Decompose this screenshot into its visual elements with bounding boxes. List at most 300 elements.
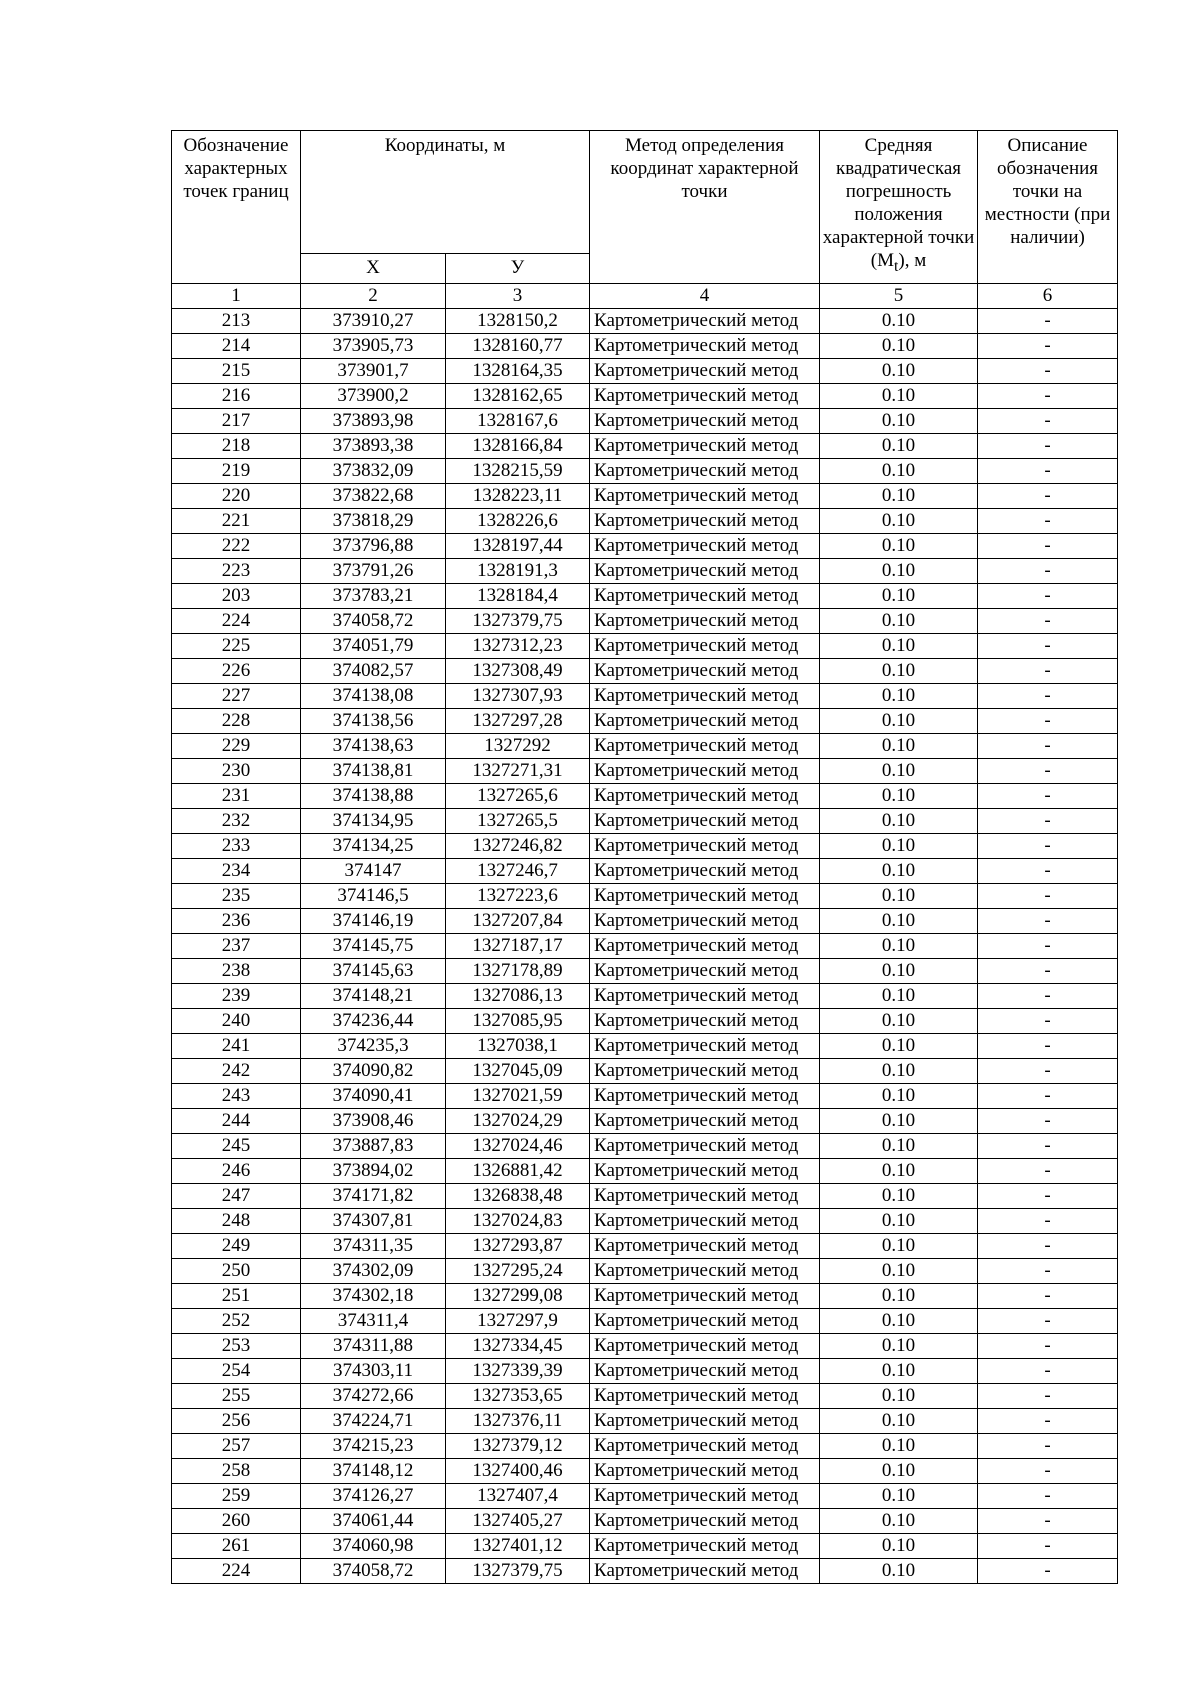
method-cell: Картометрический метод [590, 884, 820, 909]
table-row [172, 1559, 1118, 1584]
error-cell: 0.10 [820, 1059, 978, 1084]
x-coordinate-cell: 374090,41 [301, 1084, 446, 1109]
point-id-cell: 216 [172, 384, 301, 409]
description-cell: - [978, 859, 1118, 884]
point-id-cell: 236 [172, 909, 301, 934]
table-row [172, 1509, 1118, 1534]
description-cell: - [978, 584, 1118, 609]
table-row [172, 634, 1118, 659]
method-cell: Картометрический метод [590, 784, 820, 809]
point-id-cell: 245 [172, 1134, 301, 1159]
x-coordinate-cell: 373818,29 [301, 509, 446, 534]
y-coordinate-cell: 1327379,75 [446, 1559, 590, 1584]
header-error-text: Средняя квадратическая погрешность положения характерной точки (M [822, 135, 975, 271]
error-cell: 0.10 [820, 1534, 978, 1559]
y-coordinate-cell: 1327334,45 [446, 1334, 590, 1359]
method-cell: Картометрический метод [590, 709, 820, 734]
x-coordinate-cell: 374134,25 [301, 834, 446, 859]
method-cell: Картометрический метод [590, 1059, 820, 1084]
error-cell: 0.10 [820, 409, 978, 434]
x-coordinate-cell: 373908,46 [301, 1109, 446, 1134]
method-cell: Картометрический метод [590, 1259, 820, 1284]
point-id-cell: 225 [172, 634, 301, 659]
point-id-cell: 237 [172, 934, 301, 959]
error-cell: 0.10 [820, 1359, 978, 1384]
error-cell: 0.10 [820, 809, 978, 834]
table-row [172, 709, 1118, 734]
point-id-cell: 253 [172, 1334, 301, 1359]
description-cell: - [978, 1309, 1118, 1334]
y-coordinate-cell: 1327297,9 [446, 1309, 590, 1334]
x-coordinate-cell: 373894,02 [301, 1159, 446, 1184]
y-coordinate-cell: 1327400,46 [446, 1459, 590, 1484]
x-coordinate-cell: 374126,27 [301, 1484, 446, 1509]
point-id-cell: 217 [172, 409, 301, 434]
method-cell: Картометрический метод [590, 834, 820, 859]
table-row [172, 509, 1118, 534]
point-id-cell: 229 [172, 734, 301, 759]
method-cell: Картометрический метод [590, 359, 820, 384]
table-row [172, 1484, 1118, 1509]
x-coordinate-cell: 373822,68 [301, 484, 446, 509]
description-cell: - [978, 1134, 1118, 1159]
description-cell: - [978, 834, 1118, 859]
table-row [172, 759, 1118, 784]
point-id-cell: 247 [172, 1184, 301, 1209]
y-coordinate-cell: 1328167,6 [446, 409, 590, 434]
description-cell: - [978, 909, 1118, 934]
description-cell: - [978, 984, 1118, 1009]
point-id-cell: 251 [172, 1284, 301, 1309]
y-coordinate-cell: 1327339,39 [446, 1359, 590, 1384]
description-cell: - [978, 334, 1118, 359]
point-id-cell: 255 [172, 1384, 301, 1409]
method-cell: Картометрический метод [590, 1234, 820, 1259]
point-id-cell: 244 [172, 1109, 301, 1134]
x-coordinate-cell: 374145,75 [301, 934, 446, 959]
y-coordinate-cell: 1328162,65 [446, 384, 590, 409]
error-cell: 0.10 [820, 1309, 978, 1334]
y-coordinate-cell: 1327246,7 [446, 859, 590, 884]
y-coordinate-cell: 1327085,95 [446, 1009, 590, 1034]
error-cell: 0.10 [820, 1334, 978, 1359]
description-cell: - [978, 1009, 1118, 1034]
method-cell: Картометрический метод [590, 1109, 820, 1134]
point-id-cell: 248 [172, 1209, 301, 1234]
point-id-cell: 221 [172, 509, 301, 534]
description-cell: - [978, 509, 1118, 534]
y-coordinate-cell: 1327401,12 [446, 1534, 590, 1559]
method-cell: Картометрический метод [590, 1459, 820, 1484]
method-cell: Картометрический метод [590, 1534, 820, 1559]
point-id-cell: 224 [172, 609, 301, 634]
description-cell: - [978, 1534, 1118, 1559]
y-coordinate-cell: 1327086,13 [446, 984, 590, 1009]
point-id-cell: 220 [172, 484, 301, 509]
x-coordinate-cell: 374311,88 [301, 1334, 446, 1359]
error-cell: 0.10 [820, 1284, 978, 1309]
table-row [172, 659, 1118, 684]
x-coordinate-cell: 374148,12 [301, 1459, 446, 1484]
point-id-cell: 260 [172, 1509, 301, 1534]
header-y: У [446, 254, 590, 284]
table-row [172, 1434, 1118, 1459]
error-cell: 0.10 [820, 609, 978, 634]
table-header [172, 131, 1118, 309]
error-cell: 0.10 [820, 1109, 978, 1134]
method-cell: Картометрический метод [590, 409, 820, 434]
column-numbers-row [172, 284, 1118, 309]
y-coordinate-cell: 1327299,08 [446, 1284, 590, 1309]
y-coordinate-cell: 1328215,59 [446, 459, 590, 484]
x-coordinate-cell: 374058,72 [301, 609, 446, 634]
y-coordinate-cell: 1328226,6 [446, 509, 590, 534]
table-row [172, 1084, 1118, 1109]
description-cell: - [978, 884, 1118, 909]
x-coordinate-cell: 374171,82 [301, 1184, 446, 1209]
method-cell: Картометрический метод [590, 334, 820, 359]
error-cell: 0.10 [820, 559, 978, 584]
table-row [172, 1159, 1118, 1184]
table-row [172, 559, 1118, 584]
method-cell: Картометрический метод [590, 1034, 820, 1059]
x-coordinate-cell: 374138,88 [301, 784, 446, 809]
x-coordinate-cell: 373901,7 [301, 359, 446, 384]
description-cell: - [978, 309, 1118, 334]
error-cell: 0.10 [820, 659, 978, 684]
x-coordinate-cell: 373910,27 [301, 309, 446, 334]
header-error-unit: ), м [898, 250, 927, 271]
table-row [172, 334, 1118, 359]
method-cell: Картометрический метод [590, 1384, 820, 1409]
error-cell: 0.10 [820, 1134, 978, 1159]
method-cell: Картометрический метод [590, 934, 820, 959]
y-coordinate-cell: 1327353,65 [446, 1384, 590, 1409]
error-cell: 0.10 [820, 934, 978, 959]
table-row [172, 1009, 1118, 1034]
error-cell: 0.10 [820, 1409, 978, 1434]
description-cell: - [978, 734, 1118, 759]
table-row [172, 609, 1118, 634]
description-cell: - [978, 1284, 1118, 1309]
y-coordinate-cell: 1327293,87 [446, 1234, 590, 1259]
error-cell: 0.10 [820, 1559, 978, 1584]
table-row [172, 934, 1118, 959]
description-cell: - [978, 634, 1118, 659]
point-id-cell: 259 [172, 1484, 301, 1509]
point-id-cell: 249 [172, 1234, 301, 1259]
method-cell: Картометрический метод [590, 959, 820, 984]
table-row [172, 1134, 1118, 1159]
point-id-cell: 252 [172, 1309, 301, 1334]
x-coordinate-cell: 374051,79 [301, 634, 446, 659]
x-coordinate-cell: 374272,66 [301, 1384, 446, 1409]
y-coordinate-cell: 1328164,35 [446, 359, 590, 384]
x-coordinate-cell: 374224,71 [301, 1409, 446, 1434]
method-cell: Картометрический метод [590, 1284, 820, 1309]
y-coordinate-cell: 1327297,28 [446, 709, 590, 734]
description-cell: - [978, 409, 1118, 434]
x-coordinate-cell: 374061,44 [301, 1509, 446, 1534]
y-coordinate-cell: 1327024,29 [446, 1109, 590, 1134]
method-cell: Картометрический метод [590, 1359, 820, 1384]
description-cell: - [978, 959, 1118, 984]
x-coordinate-cell: 374215,23 [301, 1434, 446, 1459]
method-cell: Картометрический метод [590, 984, 820, 1009]
x-coordinate-cell: 374235,3 [301, 1034, 446, 1059]
table-row [172, 1409, 1118, 1434]
description-cell: - [978, 1359, 1118, 1384]
method-cell: Картометрический метод [590, 1009, 820, 1034]
column-number: 1 [172, 284, 301, 309]
header-row [172, 131, 1118, 254]
point-id-cell: 230 [172, 759, 301, 784]
method-cell: Картометрический метод [590, 1184, 820, 1209]
x-coordinate-cell: 374058,72 [301, 1559, 446, 1584]
description-cell: - [978, 1334, 1118, 1359]
error-cell: 0.10 [820, 859, 978, 884]
method-cell: Картометрический метод [590, 909, 820, 934]
method-cell: Картометрический метод [590, 434, 820, 459]
description-cell: - [978, 1234, 1118, 1259]
method-cell: Картометрический метод [590, 1509, 820, 1534]
method-cell: Картометрический метод [590, 1484, 820, 1509]
table-row [172, 984, 1118, 1009]
y-coordinate-cell: 1327265,6 [446, 784, 590, 809]
header-designation: Обозначение характерных точек границ [172, 131, 301, 284]
y-coordinate-cell: 1327246,82 [446, 834, 590, 859]
table-body [172, 309, 1118, 1584]
y-coordinate-cell: 1326881,42 [446, 1159, 590, 1184]
point-id-cell: 226 [172, 659, 301, 684]
column-number: 5 [820, 284, 978, 309]
y-coordinate-cell: 1327207,84 [446, 909, 590, 934]
error-cell: 0.10 [820, 634, 978, 659]
point-id-cell: 256 [172, 1409, 301, 1434]
x-coordinate-cell: 374138,81 [301, 759, 446, 784]
method-cell: Картометрический метод [590, 584, 820, 609]
method-cell: Картометрический метод [590, 534, 820, 559]
method-cell: Картометрический метод [590, 1134, 820, 1159]
description-cell: - [978, 1409, 1118, 1434]
y-coordinate-cell: 1327292 [446, 734, 590, 759]
table-row [172, 309, 1118, 334]
table-row [172, 1384, 1118, 1409]
y-coordinate-cell: 1327223,6 [446, 884, 590, 909]
column-number: 2 [301, 284, 446, 309]
description-cell: - [978, 1559, 1118, 1584]
y-coordinate-cell: 1327376,11 [446, 1409, 590, 1434]
table-row [172, 409, 1118, 434]
error-cell: 0.10 [820, 1184, 978, 1209]
error-cell: 0.10 [820, 459, 978, 484]
table-row [172, 784, 1118, 809]
error-cell: 0.10 [820, 984, 978, 1009]
table-row [172, 434, 1118, 459]
point-id-cell: 232 [172, 809, 301, 834]
description-cell: - [978, 559, 1118, 584]
y-coordinate-cell: 1327407,4 [446, 1484, 590, 1509]
table-row [172, 384, 1118, 409]
description-cell: - [978, 934, 1118, 959]
y-coordinate-cell: 1327187,17 [446, 934, 590, 959]
description-cell: - [978, 1259, 1118, 1284]
y-coordinate-cell: 1328197,44 [446, 534, 590, 559]
table-row [172, 734, 1118, 759]
error-cell: 0.10 [820, 509, 978, 534]
point-id-cell: 238 [172, 959, 301, 984]
y-coordinate-cell: 1328150,2 [446, 309, 590, 334]
description-cell: - [978, 1159, 1118, 1184]
y-coordinate-cell: 1328184,4 [446, 584, 590, 609]
description-cell: - [978, 1059, 1118, 1084]
point-id-cell: 261 [172, 1534, 301, 1559]
error-cell: 0.10 [820, 1009, 978, 1034]
y-coordinate-cell: 1327045,09 [446, 1059, 590, 1084]
point-id-cell: 239 [172, 984, 301, 1009]
table-row [172, 1359, 1118, 1384]
error-cell: 0.10 [820, 684, 978, 709]
description-cell: - [978, 684, 1118, 709]
error-cell: 0.10 [820, 434, 978, 459]
method-cell: Картометрический метод [590, 1309, 820, 1334]
y-coordinate-cell: 1327024,46 [446, 1134, 590, 1159]
method-cell: Картометрический метод [590, 384, 820, 409]
method-cell: Картометрический метод [590, 1334, 820, 1359]
y-coordinate-cell: 1327024,83 [446, 1209, 590, 1234]
description-cell: - [978, 434, 1118, 459]
error-cell: 0.10 [820, 359, 978, 384]
x-coordinate-cell: 374090,82 [301, 1059, 446, 1084]
method-cell: Картометрический метод [590, 509, 820, 534]
point-id-cell: 203 [172, 584, 301, 609]
point-id-cell: 241 [172, 1034, 301, 1059]
description-cell: - [978, 484, 1118, 509]
error-cell: 0.10 [820, 884, 978, 909]
y-coordinate-cell: 1326838,48 [446, 1184, 590, 1209]
x-coordinate-cell: 374311,35 [301, 1234, 446, 1259]
point-id-cell: 231 [172, 784, 301, 809]
point-id-cell: 257 [172, 1434, 301, 1459]
x-coordinate-cell: 373900,2 [301, 384, 446, 409]
point-id-cell: 258 [172, 1459, 301, 1484]
point-id-cell: 222 [172, 534, 301, 559]
point-id-cell: 215 [172, 359, 301, 384]
column-number: 6 [978, 284, 1118, 309]
point-id-cell: 228 [172, 709, 301, 734]
description-cell: - [978, 784, 1118, 809]
x-coordinate-cell: 374134,95 [301, 809, 446, 834]
x-coordinate-cell: 373905,73 [301, 334, 446, 359]
method-cell: Картометрический метод [590, 559, 820, 584]
error-cell: 0.10 [820, 1084, 978, 1109]
description-cell: - [978, 1184, 1118, 1209]
point-id-cell: 243 [172, 1084, 301, 1109]
description-cell: - [978, 1209, 1118, 1234]
method-cell: Картометрический метод [590, 809, 820, 834]
table-row [172, 1259, 1118, 1284]
error-cell: 0.10 [820, 309, 978, 334]
description-cell: - [978, 709, 1118, 734]
table-row [172, 959, 1118, 984]
x-coordinate-cell: 373893,98 [301, 409, 446, 434]
y-coordinate-cell: 1327405,27 [446, 1509, 590, 1534]
error-cell: 0.10 [820, 759, 978, 784]
table-row [172, 1534, 1118, 1559]
method-cell: Картометрический метод [590, 634, 820, 659]
column-number: 3 [446, 284, 590, 309]
method-cell: Картометрический метод [590, 1434, 820, 1459]
y-coordinate-cell: 1327312,23 [446, 634, 590, 659]
x-coordinate-cell: 374311,4 [301, 1309, 446, 1334]
x-coordinate-cell: 374138,56 [301, 709, 446, 734]
method-cell: Картометрический метод [590, 1559, 820, 1584]
point-id-cell: 246 [172, 1159, 301, 1184]
description-cell: - [978, 359, 1118, 384]
x-coordinate-cell: 374138,63 [301, 734, 446, 759]
x-coordinate-cell: 374147 [301, 859, 446, 884]
table-row [172, 459, 1118, 484]
error-cell: 0.10 [820, 384, 978, 409]
y-coordinate-cell: 1328191,3 [446, 559, 590, 584]
x-coordinate-cell: 373887,83 [301, 1134, 446, 1159]
error-cell: 0.10 [820, 484, 978, 509]
y-coordinate-cell: 1327271,31 [446, 759, 590, 784]
error-cell: 0.10 [820, 709, 978, 734]
description-cell: - [978, 759, 1118, 784]
point-id-cell: 224 [172, 1559, 301, 1584]
table-row [172, 1109, 1118, 1134]
table-row [172, 884, 1118, 909]
column-number: 4 [590, 284, 820, 309]
header-coordinates: Координаты, м [301, 131, 590, 254]
point-id-cell: 250 [172, 1259, 301, 1284]
y-coordinate-cell: 1327178,89 [446, 959, 590, 984]
y-coordinate-cell: 1328160,77 [446, 334, 590, 359]
table-row [172, 1209, 1118, 1234]
description-cell: - [978, 809, 1118, 834]
point-id-cell: 254 [172, 1359, 301, 1384]
error-cell: 0.10 [820, 909, 978, 934]
method-cell: Картометрический метод [590, 684, 820, 709]
y-coordinate-cell: 1328166,84 [446, 434, 590, 459]
error-cell: 0.10 [820, 584, 978, 609]
error-cell: 0.10 [820, 1459, 978, 1484]
table-row [172, 584, 1118, 609]
x-coordinate-cell: 374148,21 [301, 984, 446, 1009]
description-cell: - [978, 459, 1118, 484]
description-cell: - [978, 1034, 1118, 1059]
error-cell: 0.10 [820, 959, 978, 984]
method-cell: Картометрический метод [590, 734, 820, 759]
error-cell: 0.10 [820, 1484, 978, 1509]
point-id-cell: 218 [172, 434, 301, 459]
description-cell: - [978, 1434, 1118, 1459]
point-id-cell: 240 [172, 1009, 301, 1034]
table-row [172, 684, 1118, 709]
x-coordinate-cell: 374145,63 [301, 959, 446, 984]
error-cell: 0.10 [820, 1509, 978, 1534]
table-row [172, 484, 1118, 509]
x-coordinate-cell: 373791,26 [301, 559, 446, 584]
method-cell: Картометрический метод [590, 609, 820, 634]
x-coordinate-cell: 374307,81 [301, 1209, 446, 1234]
table-row [172, 1034, 1118, 1059]
header-error-subscript: t [894, 257, 899, 275]
point-id-cell: 234 [172, 859, 301, 884]
y-coordinate-cell: 1327265,5 [446, 809, 590, 834]
x-coordinate-cell: 373783,21 [301, 584, 446, 609]
